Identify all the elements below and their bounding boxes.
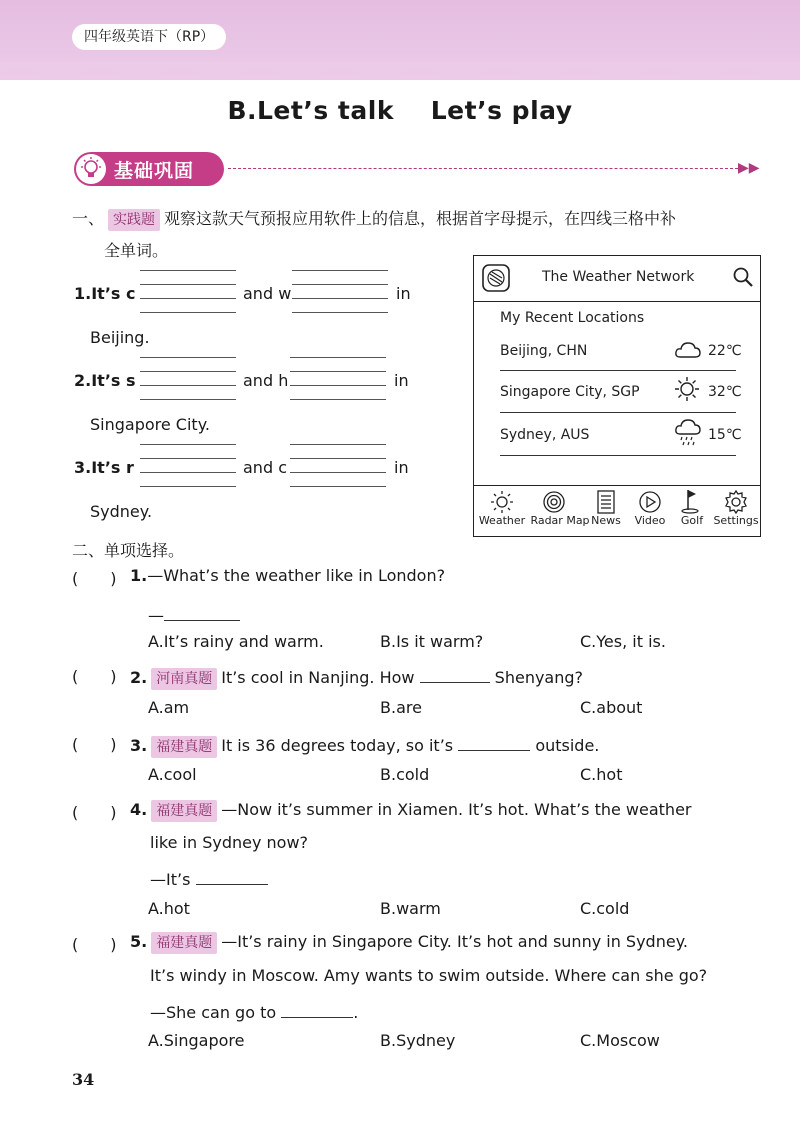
part2-heading: 二、单项选择。 [72,541,185,560]
item2-blank1[interactable] [140,357,236,401]
nav-settings-label[interactable]: Settings [713,514,759,527]
option-b[interactable]: B.warm [380,899,441,918]
bulb-icon [76,154,106,184]
weather-app-nav [474,485,760,537]
weather-nav-icon[interactable] [490,490,514,514]
item3-blank1[interactable] [140,444,236,488]
option-c[interactable]: C.about [580,698,643,717]
page-title: B.Let’s talk Let’s play [227,96,573,125]
question-5: 5. 福建真题 —It’s rainy in Singapore City. It’s hot and sunny in Sydney. [130,932,688,954]
header-wave [0,62,800,92]
part1-instruction: 一、 实践题 观察这款天气预报应用软件上的信息，根据首字母提示，在四线三格中补 [72,206,676,231]
location-divider [500,370,736,371]
location-divider [500,412,736,413]
item2-in: in [394,371,409,390]
answer-bracket[interactable]: ( ) [72,935,117,954]
q1-answer-line: — [148,602,240,625]
item2-place: Singapore City. [90,415,210,434]
option-a[interactable]: A.am [148,698,190,717]
answer-bracket[interactable]: ( ) [72,803,117,822]
item2-mid: and h [243,371,289,390]
page-number: 34 [72,1070,95,1089]
answer-bracket[interactable]: ( ) [72,569,117,588]
news-nav-icon[interactable] [596,490,616,514]
option-a[interactable]: A.Singapore [148,1031,245,1050]
practice-tag: 实践题 [108,209,160,231]
item3-mid: and c [243,458,287,477]
option-b[interactable]: B.are [380,698,422,717]
answer-bracket[interactable]: ( ) [72,667,117,686]
option-a[interactable]: A.It’s rainy and warm. [148,632,324,651]
question-4-line2: like in Sydney now? [150,833,309,852]
item3-blank2[interactable] [290,444,386,488]
location-temp: 32℃ [708,384,742,400]
option-b[interactable]: B.Is it warm? [380,632,484,651]
rain-cloud-icon [674,418,702,446]
exam-source-tag: 福建真题 [151,932,217,954]
sun-icon [674,376,700,402]
exam-source-tag: 河南真题 [151,668,217,690]
nav-weather-label[interactable]: Weather [478,514,526,527]
weather-app [473,255,761,537]
part1-instruction-line2: 全单词。 [104,241,169,260]
search-icon[interactable] [732,266,754,288]
nav-video-label[interactable]: Video [634,514,666,527]
option-a[interactable]: A.cool [148,765,197,784]
exam-source-tag: 福建真题 [151,736,217,758]
question-5-line3: —She can go to . [150,999,358,1022]
question-1: 1.—What’s the weather like in London? [130,566,446,585]
question-4-line3: —It’s [150,866,268,889]
item1-place: Beijing. [90,328,150,347]
item1-blank1[interactable] [140,270,236,314]
option-c[interactable]: C.Moscow [580,1031,660,1050]
option-b[interactable]: B.Sydney [380,1031,456,1050]
weather-app-header [474,256,760,302]
option-c[interactable]: C.Yes, it is. [580,632,666,651]
item1-start: 1.It’s c [74,284,136,303]
app-logo-icon [482,264,510,292]
location-temp: 22℃ [708,343,742,359]
option-c[interactable]: C.hot [580,765,623,784]
section-label: 基础巩固 [114,160,195,182]
question-2: 2. 河南真题 It’s cool in Nanjing. How Shenyang? [130,664,583,690]
exam-source-tag: 福建真题 [151,800,217,822]
item2-blank2[interactable] [290,357,386,401]
section-divider [228,168,738,169]
question-3: 3. 福建真题 It is 36 degrees today, so it’s outside. [130,732,599,758]
nav-golf-label[interactable]: Golf [680,514,704,527]
item3-start: 3.It’s r [74,458,134,477]
location-city: Beijing, CHN [500,343,588,359]
recent-locations-label: My Recent Locations [500,310,645,326]
question-5-line2: It’s windy in Moscow. Amy wants to swim outside. Where can she go? [150,966,708,985]
option-b[interactable]: B.cold [380,765,430,784]
golf-nav-icon[interactable] [680,488,700,514]
video-nav-icon[interactable] [638,490,662,514]
option-c[interactable]: C.cold [580,899,630,918]
cloud-icon [674,339,702,361]
item1-in: in [396,284,411,303]
location-divider [500,455,736,456]
option-a[interactable]: A.hot [148,899,190,918]
question-4: 4. 福建真题 —Now it’s summer in Xiamen. It’s hot. What’s the weather [130,800,692,822]
item3-in: in [394,458,409,477]
book-label: 四年级英语下（RP） [72,24,226,50]
location-city: Singapore City, SGP [500,384,640,400]
item1-blank2[interactable] [292,270,388,314]
radar-map-nav-icon[interactable] [542,490,566,514]
answer-bracket[interactable]: ( ) [72,735,117,754]
item2-start: 2.It’s s [74,371,136,390]
nav-radar-map-label[interactable]: Radar Map [530,514,590,527]
location-temp: 15℃ [708,427,742,443]
nav-news-label[interactable]: News [591,514,621,527]
item3-place: Sydney. [90,502,153,521]
arrow-icon: ▶▶ [738,160,760,176]
location-city: Sydney, AUS [500,427,590,443]
settings-nav-icon[interactable] [724,490,748,514]
app-title: The Weather Network [542,269,695,285]
item1-mid: and w [243,284,292,303]
